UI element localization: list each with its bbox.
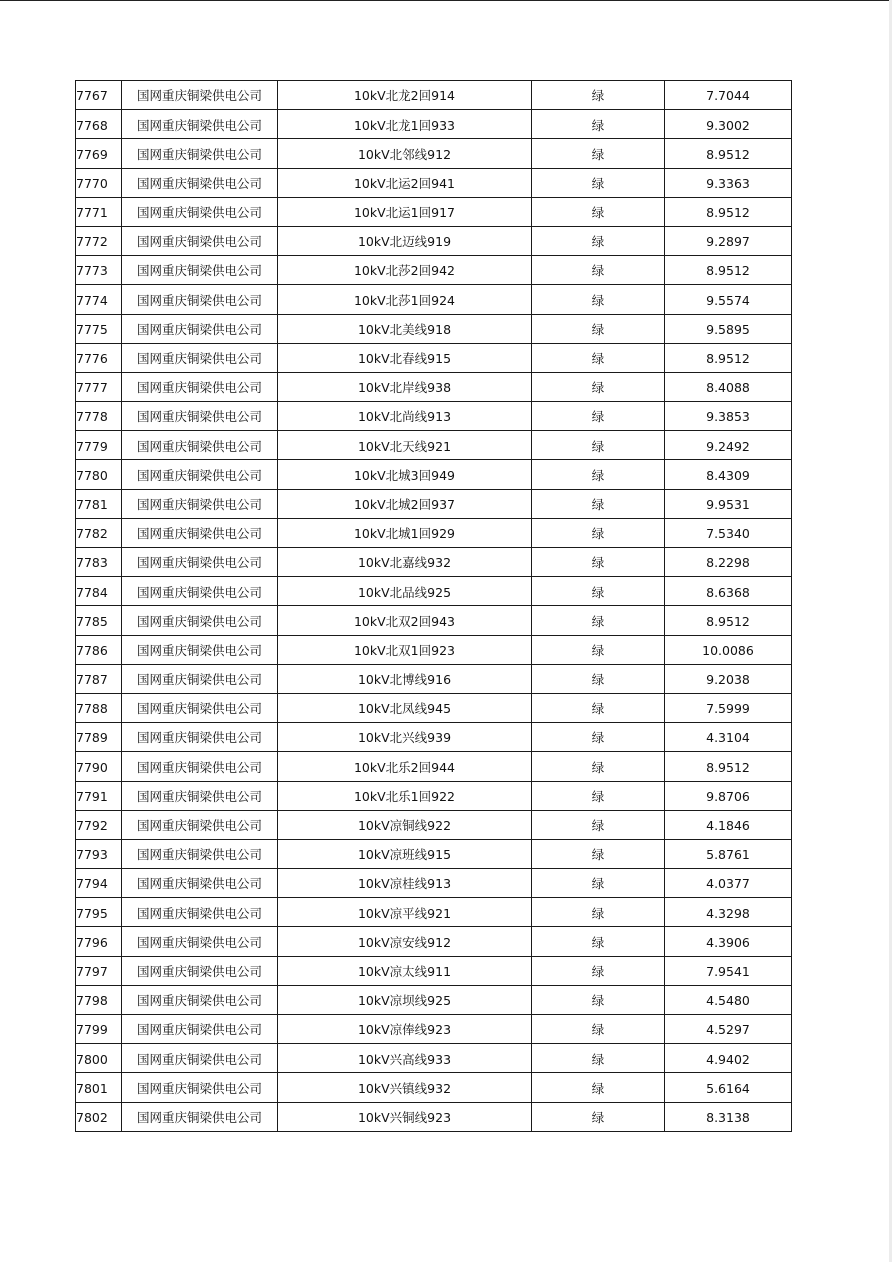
value-cell: 4.5480: [665, 985, 792, 1014]
value-cell: 4.5297: [665, 1015, 792, 1044]
table-row: [76, 723, 792, 752]
table-row: [76, 1044, 792, 1073]
table-row: [76, 693, 792, 722]
table-row: [76, 985, 792, 1014]
feeder-line-cell: 10kV北岸线938: [278, 372, 532, 401]
company-cell: 国网重庆铜梁供电公司: [122, 927, 278, 956]
table-row: [76, 548, 792, 577]
feeder-line-cell: 10kV北兴线939: [278, 723, 532, 752]
table-row: [76, 139, 792, 168]
row-id-cell: 7791: [76, 781, 122, 810]
status-cell: 绿: [532, 577, 665, 606]
company-cell: 国网重庆铜梁供电公司: [122, 372, 278, 401]
feeder-line-cell: 10kV北乐2回944: [278, 752, 532, 781]
company-cell: 国网重庆铜梁供电公司: [122, 256, 278, 285]
feeder-line-cell: 10kV北嘉线932: [278, 548, 532, 577]
row-id-cell: 7790: [76, 752, 122, 781]
company-cell: 国网重庆铜梁供电公司: [122, 431, 278, 460]
feeder-line-cell: 10kV北龙1回933: [278, 110, 532, 139]
status-cell: 绿: [532, 431, 665, 460]
table-row: [76, 226, 792, 255]
row-id-cell: 7769: [76, 139, 122, 168]
value-cell: 7.7044: [665, 81, 792, 110]
feeder-line-cell: 10kV北城2回937: [278, 489, 532, 518]
feeder-line-cell: 10kV北莎1回924: [278, 285, 532, 314]
feeder-line-cell: 10kV北博线916: [278, 664, 532, 693]
value-cell: 4.0377: [665, 869, 792, 898]
value-cell: 9.3002: [665, 110, 792, 139]
company-cell: 国网重庆铜梁供电公司: [122, 343, 278, 372]
table-row: [76, 110, 792, 139]
company-cell: 国网重庆铜梁供电公司: [122, 839, 278, 868]
feeder-line-cell: 10kV北凤线945: [278, 693, 532, 722]
status-cell: 绿: [532, 460, 665, 489]
status-cell: 绿: [532, 489, 665, 518]
value-cell: 9.9531: [665, 489, 792, 518]
status-cell: 绿: [532, 693, 665, 722]
company-cell: 国网重庆铜梁供电公司: [122, 577, 278, 606]
feeder-line-cell: 10kV兴镇线932: [278, 1073, 532, 1102]
table-row: [76, 606, 792, 635]
feeder-line-cell: 10kV凉太线911: [278, 956, 532, 985]
value-cell: 4.3298: [665, 898, 792, 927]
row-id-cell: 7785: [76, 606, 122, 635]
row-id-cell: 7774: [76, 285, 122, 314]
value-cell: 7.9541: [665, 956, 792, 985]
company-cell: 国网重庆铜梁供电公司: [122, 197, 278, 226]
row-id-cell: 7768: [76, 110, 122, 139]
row-id-cell: 7773: [76, 256, 122, 285]
row-id-cell: 7797: [76, 956, 122, 985]
company-cell: 国网重庆铜梁供电公司: [122, 548, 278, 577]
company-cell: 国网重庆铜梁供电公司: [122, 956, 278, 985]
status-cell: 绿: [532, 314, 665, 343]
status-cell: 绿: [532, 343, 665, 372]
row-id-cell: 7771: [76, 197, 122, 226]
status-cell: 绿: [532, 985, 665, 1014]
status-cell: 绿: [532, 372, 665, 401]
row-id-cell: 7801: [76, 1073, 122, 1102]
table-row: [76, 1015, 792, 1044]
company-cell: 国网重庆铜梁供电公司: [122, 314, 278, 343]
value-cell: 9.8706: [665, 781, 792, 810]
table-row: [76, 168, 792, 197]
table-row: [76, 372, 792, 401]
status-cell: 绿: [532, 723, 665, 752]
value-cell: 9.2038: [665, 664, 792, 693]
company-cell: 国网重庆铜梁供电公司: [122, 606, 278, 635]
table-row: [76, 489, 792, 518]
value-cell: 9.2492: [665, 431, 792, 460]
row-id-cell: 7777: [76, 372, 122, 401]
table-row: [76, 956, 792, 985]
feeder-line-cell: 10kV北品线925: [278, 577, 532, 606]
row-id-cell: 7767: [76, 81, 122, 110]
value-cell: 8.9512: [665, 139, 792, 168]
status-cell: 绿: [532, 752, 665, 781]
row-id-cell: 7796: [76, 927, 122, 956]
status-cell: 绿: [532, 168, 665, 197]
value-cell: 9.3363: [665, 168, 792, 197]
value-cell: 10.0086: [665, 635, 792, 664]
feeder-line-cell: 10kV北运1回917: [278, 197, 532, 226]
company-cell: 国网重庆铜梁供电公司: [122, 518, 278, 547]
status-cell: 绿: [532, 664, 665, 693]
status-cell: 绿: [532, 226, 665, 255]
company-cell: 国网重庆铜梁供电公司: [122, 810, 278, 839]
table-row: [76, 460, 792, 489]
table-row: [76, 839, 792, 868]
feeder-line-cell: 10kV北尚线913: [278, 402, 532, 431]
company-cell: 国网重庆铜梁供电公司: [122, 81, 278, 110]
status-cell: 绿: [532, 81, 665, 110]
status-cell: 绿: [532, 1044, 665, 1073]
status-cell: 绿: [532, 402, 665, 431]
value-cell: 9.2897: [665, 226, 792, 255]
table-body: [76, 81, 792, 1132]
table-row: [76, 431, 792, 460]
feeder-line-cell: 10kV凉俸线923: [278, 1015, 532, 1044]
row-id-cell: 7780: [76, 460, 122, 489]
company-cell: 国网重庆铜梁供电公司: [122, 489, 278, 518]
feeder-data-table: [75, 80, 792, 1132]
value-cell: 9.3853: [665, 402, 792, 431]
status-cell: 绿: [532, 548, 665, 577]
status-cell: 绿: [532, 256, 665, 285]
status-cell: 绿: [532, 635, 665, 664]
company-cell: 国网重庆铜梁供电公司: [122, 752, 278, 781]
feeder-line-cell: 10kV北龙2回914: [278, 81, 532, 110]
status-cell: 绿: [532, 1015, 665, 1044]
table-row: [76, 81, 792, 110]
table-row: [76, 664, 792, 693]
feeder-line-cell: 10kV北春线915: [278, 343, 532, 372]
value-cell: 7.5340: [665, 518, 792, 547]
value-cell: 8.2298: [665, 548, 792, 577]
feeder-line-cell: 10kV北迈线919: [278, 226, 532, 255]
status-cell: 绿: [532, 1102, 665, 1131]
row-id-cell: 7798: [76, 985, 122, 1014]
value-cell: 4.9402: [665, 1044, 792, 1073]
table-row: [76, 518, 792, 547]
status-cell: 绿: [532, 139, 665, 168]
feeder-line-cell: 10kV北城3回949: [278, 460, 532, 489]
company-cell: 国网重庆铜梁供电公司: [122, 635, 278, 664]
row-id-cell: 7793: [76, 839, 122, 868]
company-cell: 国网重庆铜梁供电公司: [122, 402, 278, 431]
company-cell: 国网重庆铜梁供电公司: [122, 664, 278, 693]
row-id-cell: 7770: [76, 168, 122, 197]
row-id-cell: 7783: [76, 548, 122, 577]
row-id-cell: 7772: [76, 226, 122, 255]
row-id-cell: 7795: [76, 898, 122, 927]
table-row: [76, 197, 792, 226]
row-id-cell: 7775: [76, 314, 122, 343]
row-id-cell: 7789: [76, 723, 122, 752]
company-cell: 国网重庆铜梁供电公司: [122, 285, 278, 314]
page-top-border: [0, 0, 892, 1]
company-cell: 国网重庆铜梁供电公司: [122, 226, 278, 255]
status-cell: 绿: [532, 898, 665, 927]
value-cell: 9.5895: [665, 314, 792, 343]
row-id-cell: 7778: [76, 402, 122, 431]
table-row: [76, 314, 792, 343]
table-row: [76, 285, 792, 314]
feeder-line-cell: 10kV北运2回941: [278, 168, 532, 197]
feeder-line-cell: 10kV凉铜线922: [278, 810, 532, 839]
value-cell: 8.3138: [665, 1102, 792, 1131]
company-cell: 国网重庆铜梁供电公司: [122, 898, 278, 927]
status-cell: 绿: [532, 781, 665, 810]
table-row: [76, 752, 792, 781]
feeder-line-cell: 10kV凉坝线925: [278, 985, 532, 1014]
value-cell: 8.9512: [665, 197, 792, 226]
feeder-line-cell: 10kV北邻线912: [278, 139, 532, 168]
table-row: [76, 898, 792, 927]
table-row: [76, 781, 792, 810]
status-cell: 绿: [532, 839, 665, 868]
feeder-line-cell: 10kV凉平线921: [278, 898, 532, 927]
company-cell: 国网重庆铜梁供电公司: [122, 168, 278, 197]
feeder-line-cell: 10kV北美线918: [278, 314, 532, 343]
company-cell: 国网重庆铜梁供电公司: [122, 1102, 278, 1131]
company-cell: 国网重庆铜梁供电公司: [122, 1073, 278, 1102]
status-cell: 绿: [532, 927, 665, 956]
value-cell: 8.6368: [665, 577, 792, 606]
feeder-line-cell: 10kV凉班线915: [278, 839, 532, 868]
table-row: [76, 869, 792, 898]
feeder-line-cell: 10kV兴高线933: [278, 1044, 532, 1073]
value-cell: 4.1846: [665, 810, 792, 839]
value-cell: 7.5999: [665, 693, 792, 722]
company-cell: 国网重庆铜梁供电公司: [122, 781, 278, 810]
feeder-line-cell: 10kV北城1回929: [278, 518, 532, 547]
row-id-cell: 7782: [76, 518, 122, 547]
status-cell: 绿: [532, 285, 665, 314]
row-id-cell: 7787: [76, 664, 122, 693]
status-cell: 绿: [532, 110, 665, 139]
status-cell: 绿: [532, 810, 665, 839]
row-id-cell: 7802: [76, 1102, 122, 1131]
row-id-cell: 7779: [76, 431, 122, 460]
row-id-cell: 7788: [76, 693, 122, 722]
company-cell: 国网重庆铜梁供电公司: [122, 1015, 278, 1044]
feeder-line-cell: 10kV北双1回923: [278, 635, 532, 664]
value-cell: 4.3104: [665, 723, 792, 752]
table-row: [76, 343, 792, 372]
value-cell: 8.9512: [665, 606, 792, 635]
value-cell: 8.4088: [665, 372, 792, 401]
value-cell: 4.3906: [665, 927, 792, 956]
table-row: [76, 1102, 792, 1131]
company-cell: 国网重庆铜梁供电公司: [122, 869, 278, 898]
company-cell: 国网重庆铜梁供电公司: [122, 985, 278, 1014]
company-cell: 国网重庆铜梁供电公司: [122, 693, 278, 722]
row-id-cell: 7800: [76, 1044, 122, 1073]
row-id-cell: 7784: [76, 577, 122, 606]
value-cell: 8.9512: [665, 752, 792, 781]
feeder-line-cell: 10kV凉安线912: [278, 927, 532, 956]
status-cell: 绿: [532, 606, 665, 635]
table-row: [76, 402, 792, 431]
table-row: [76, 810, 792, 839]
table-row: [76, 635, 792, 664]
feeder-line-cell: 10kV凉桂线913: [278, 869, 532, 898]
feeder-line-cell: 10kV北莎2回942: [278, 256, 532, 285]
value-cell: 8.9512: [665, 256, 792, 285]
status-cell: 绿: [532, 518, 665, 547]
value-cell: 9.5574: [665, 285, 792, 314]
company-cell: 国网重庆铜梁供电公司: [122, 139, 278, 168]
row-id-cell: 7776: [76, 343, 122, 372]
company-cell: 国网重庆铜梁供电公司: [122, 110, 278, 139]
row-id-cell: 7781: [76, 489, 122, 518]
value-cell: 8.4309: [665, 460, 792, 489]
company-cell: 国网重庆铜梁供电公司: [122, 460, 278, 489]
status-cell: 绿: [532, 197, 665, 226]
company-cell: 国网重庆铜梁供电公司: [122, 1044, 278, 1073]
status-cell: 绿: [532, 956, 665, 985]
row-id-cell: 7786: [76, 635, 122, 664]
feeder-line-cell: 10kV兴铜线923: [278, 1102, 532, 1131]
feeder-line-cell: 10kV北乐1回922: [278, 781, 532, 810]
table-row: [76, 577, 792, 606]
table-row: [76, 256, 792, 285]
value-cell: 5.6164: [665, 1073, 792, 1102]
status-cell: 绿: [532, 869, 665, 898]
row-id-cell: 7799: [76, 1015, 122, 1044]
feeder-line-cell: 10kV北天线921: [278, 431, 532, 460]
row-id-cell: 7792: [76, 810, 122, 839]
value-cell: 5.8761: [665, 839, 792, 868]
company-cell: 国网重庆铜梁供电公司: [122, 723, 278, 752]
table-row: [76, 1073, 792, 1102]
table-row: [76, 927, 792, 956]
feeder-line-cell: 10kV北双2回943: [278, 606, 532, 635]
value-cell: 8.9512: [665, 343, 792, 372]
row-id-cell: 7794: [76, 869, 122, 898]
status-cell: 绿: [532, 1073, 665, 1102]
